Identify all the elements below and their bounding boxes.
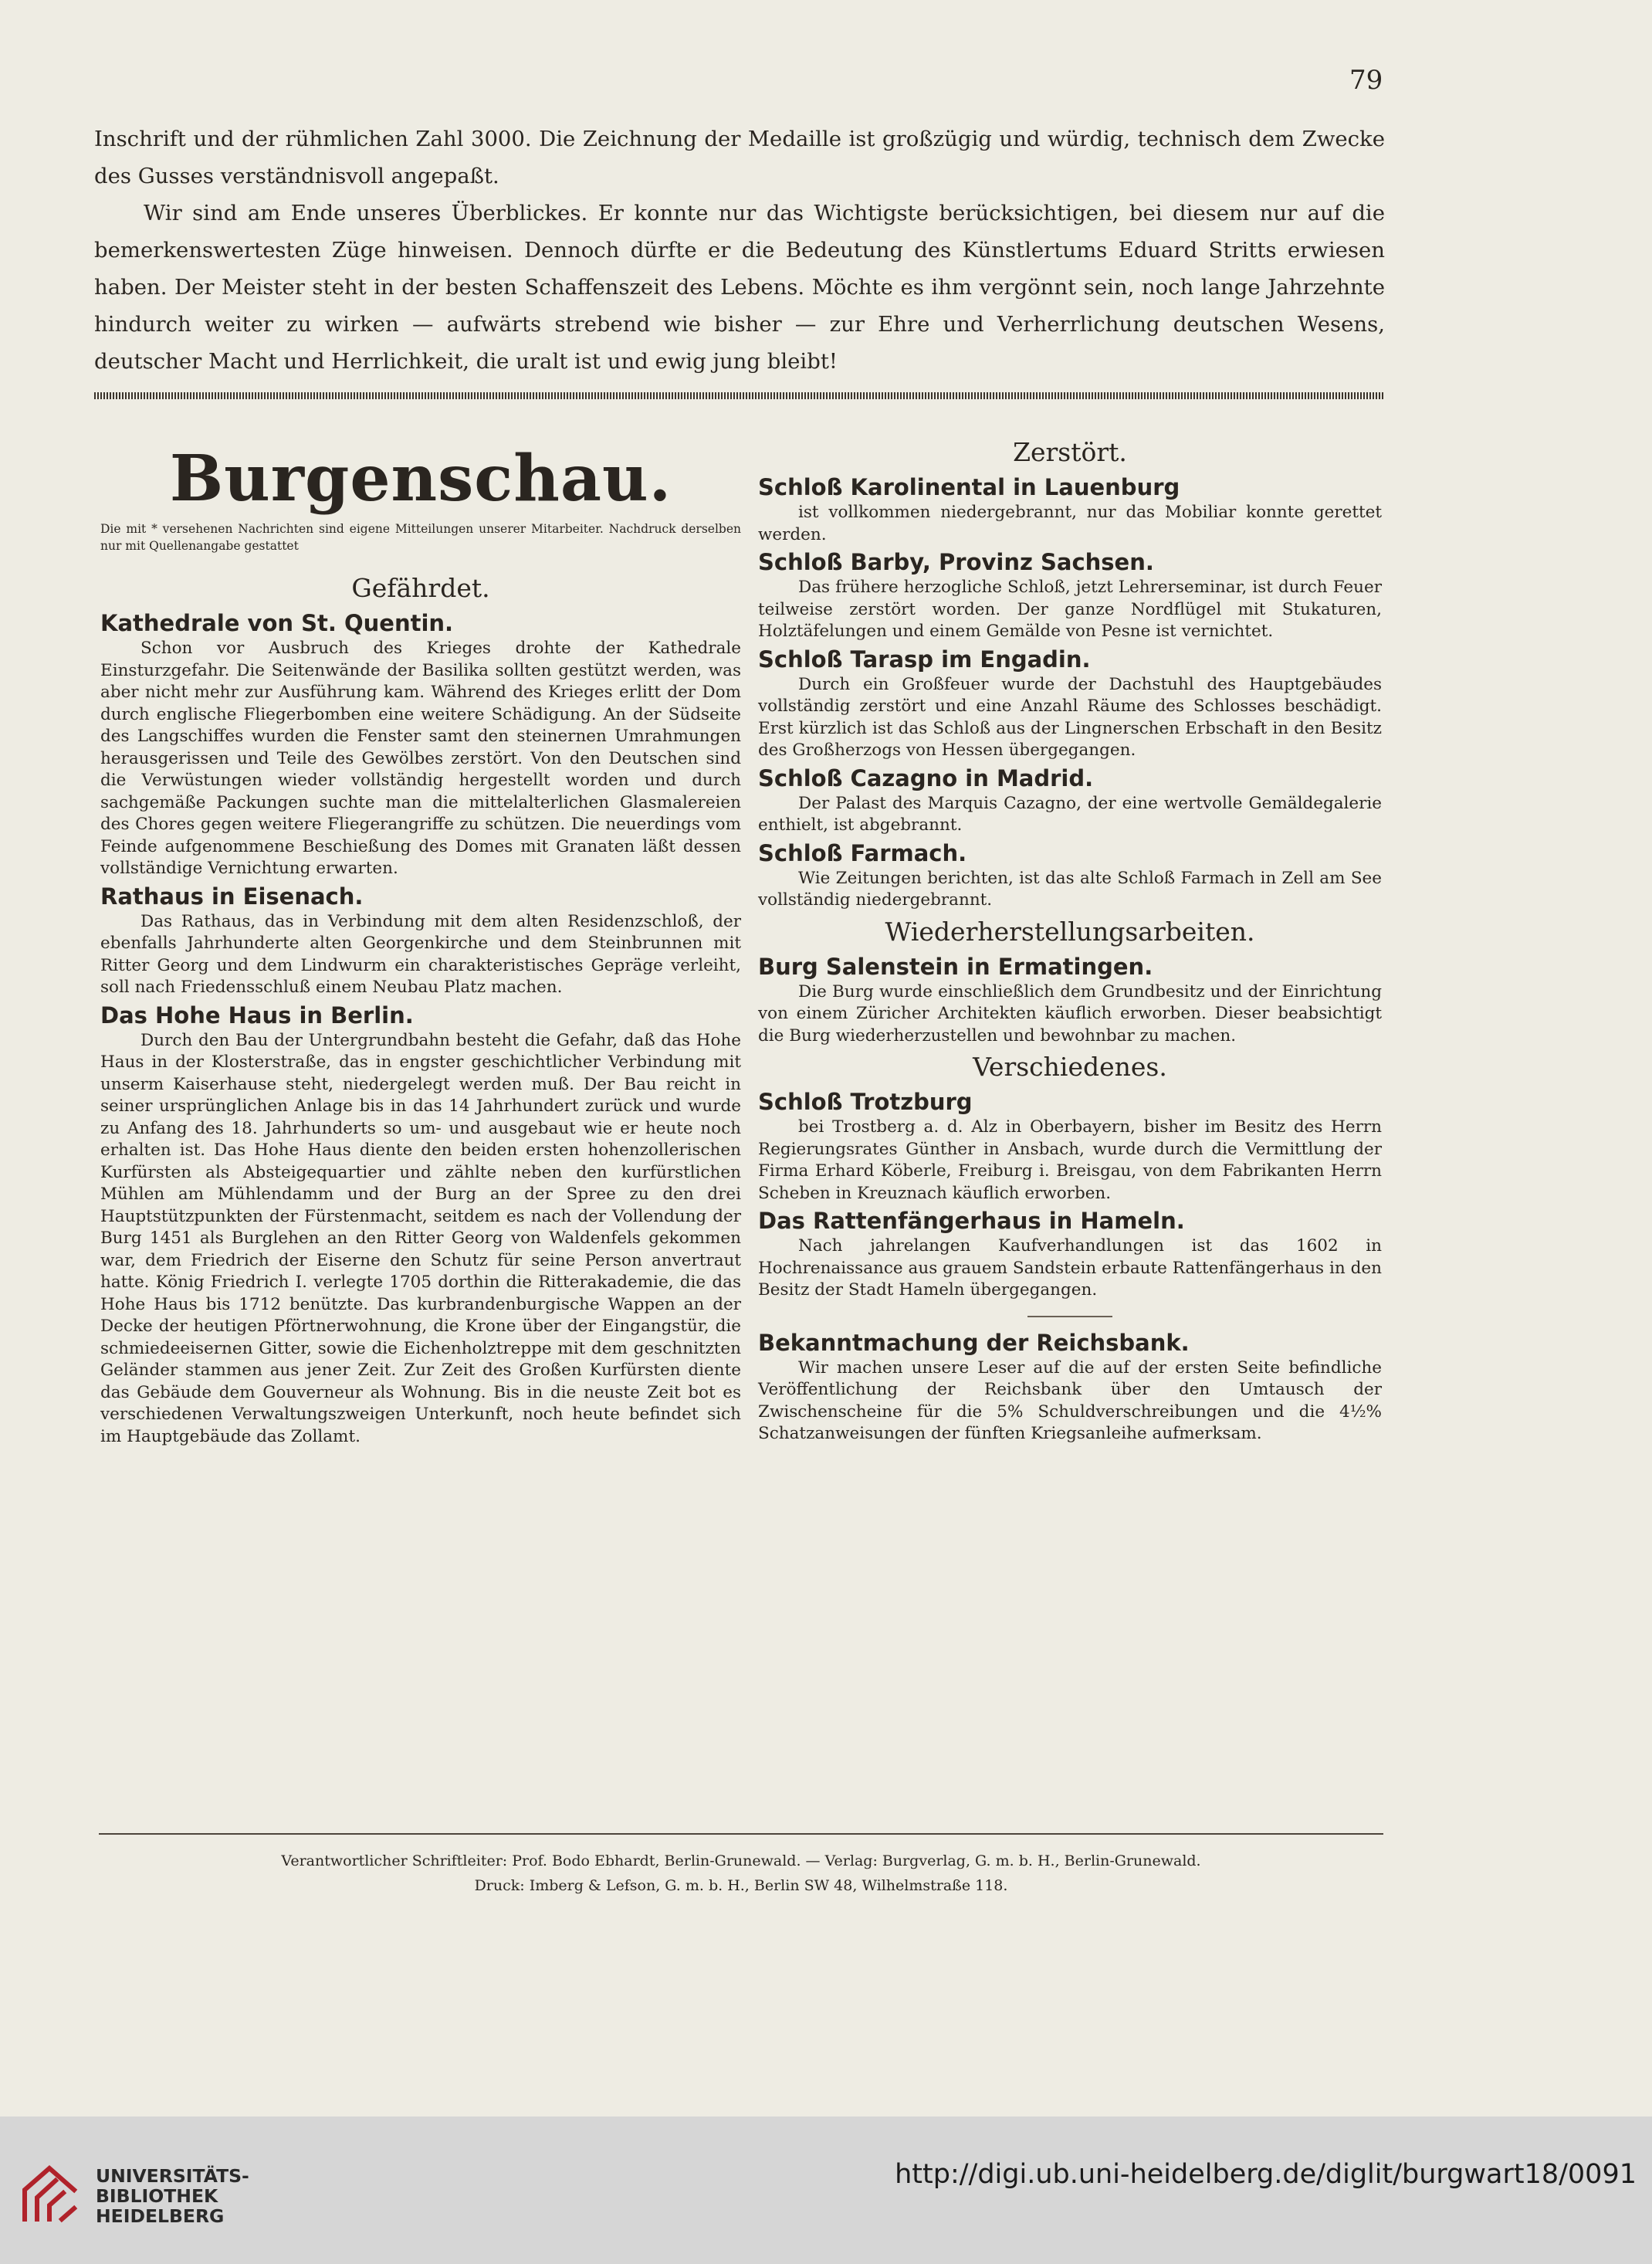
imprint-footer	[99, 1849, 1383, 1898]
imprint-line: Verantwortlicher Schriftleiter: Prof. Bodo Ebhardt, Berlin-Grunewald. — Verlag: Burgverlag, G. m. b. H., Berlin-Grunewald.	[281, 1852, 1201, 1869]
source-url-link[interactable]: http://digi.ub.uni-heidelberg.de/diglit/burgwart18/0091	[895, 2159, 1637, 2190]
library-name-line: BIBLIOTHEK	[96, 2185, 218, 2207]
short-divider	[1027, 1316, 1112, 1317]
left-column	[100, 432, 741, 1448]
article-text: Schon vor Ausbruch des Krieges drohte der Kathedrale Einsturzgefahr. Die Seitenwände der Basilika sollten gestützt werden, was aber nicht mehr zur Ausführung kam. Während des Krieges erlitt der Dom durch englische Fliegerbomben eine weitere Schädigung. An der Südseite des Langschiffes wurden die Fenster samt den steinernen Umrahmungen herausgerissen und Teile des Gewölbes zerstört. Von den Deutschen sind die Verwüstungen wieder vollständig hergestellt worden und durch sachgemäße Packungen suchte man die mittelalterlichen Glasmalereien des Chores gegen weitere Fliegerangriffe zu schützen. Die neuerdings vom Feinde aufgenommene Beschießung des Domes mit Granaten läßt dessen vollständige Vernichtung erwarten.	[100, 639, 741, 878]
section-heading: Zerstört.	[1013, 437, 1127, 467]
library-name-line: HEIDELBERG	[96, 2205, 225, 2227]
imprint-line: Druck: Imberg & Lefson, G. m. b. H., Berlin SW 48, Wilhelmstraße 118.	[474, 1877, 1008, 1894]
article-heading: Schloß Karolinental in Lauenburg	[758, 474, 1180, 500]
article-text: Der Palast des Marquis Cazagno, der eine wertvolle Gemäldegalerie enthielt, ist abgebrannt.	[758, 793, 1382, 835]
footer-rule	[99, 1833, 1383, 1835]
divider-rule	[94, 392, 1383, 399]
intro-paragraph: Inschrift und der rühmlichen Zahl 3000. Die Zeichnung der Medaille ist großzügig und würdig, technisch dem Zwecke des Gusses verständnisvoll angepaßt.	[94, 127, 1385, 188]
article-text: Wie Zeitungen berichten, ist das alte Schloß Farmach in Zell am See vollständig niedergebrannt.	[758, 868, 1382, 910]
article-text: Das frühere herzogliche Schloß, jetzt Lehrerseminar, ist durch Feuer teilweise zerstört worden. Der ganze Nordflügel mit Stukaturen, Holztäfelungen und einem Gemälde von Pesne ist vernichtet.	[758, 578, 1382, 641]
article-text: Durch den Bau der Untergrundbahn besteht die Gefahr, daß das Hohe Haus in der Klosterstraße, das in engster geschichtlicher Verbindung mit unserm Kaiserhause steht, niedergelegt werden muß. Der Bau reicht in seiner ursprünglichen Anlage bis in das 14 Jahrhundert zurück und wurde zu Anfang des 18. Jahrhunderts so um- und ausgebaut wie er heute noch erhalten ist. Das Hohe Haus diente den beiden ersten hohenzollerischen Kurfürsten als Absteigequartier und zählte neben den kurfürstlichen Mühlen am Mühlendamm und der Burg an der Spree zu den drei Hauptstützpunkten der Fürstenmacht, seitdem es nach der Vollendung der Burg 1451 als Burglehen an den Ritter Georg von Waldenfels gekommen war, dem Friedrich der Eiserne den Schutz für seine Person anvertraut hatte. König Friedrich I. verlegte 1705 dorthin die Ritterakademie, die das Hohe Haus bis 1712 benützte. Das kurbrandenburgische Wappen an der Decke der heutigen Pförtnerwohnung, die Krone über der Eingangstür, die schmiedeeisernen Gitter, sowie die Eichenholztreppe mit dem geschnitzten Geländer stammen aus jener Zeit. Zur Zeit des Großen Kurfürsten diente das Gebäude dem Gouverneur als Wohnung. Bis in die neuste Zeit bot es verschiedenen Verwaltungszweigen Unterkunft, noch heute befindet sich im Hauptgebäude das Zollamt.	[100, 1030, 741, 1446]
intro-paragraph: Wir sind am Ende unseres Überblickes. Er konnte nur das Wichtigste berücksichtigen, bei diesem nur auf die bemerkenswertesten Züge hinweisen. Dennoch dürfte er die Bedeutung des Künstlertums Eduard Stritts erwiesen haben. Der Meister steht in der besten Schaffenszeit des Lebens. Möchte es ihm vergönnt sein, noch lange Jahrzehnte hindurch weiter zu wirken — aufwärts strebend wie bisher — zur Ehre und Verherrlichung deutschen Wesens, deutscher Macht und Herrlichkeit, die uralt ist und ewig jung bleibt!	[94, 201, 1385, 374]
editorial-note: Die mit * versehenen Nachrichten sind eigene Mitteilungen unserer Mitarbeiter. Nachdruck derselben nur mit Quellenangabe gestattet	[100, 522, 741, 553]
article-heading: Kathedrale von St. Quentin.	[100, 610, 454, 636]
right-column	[758, 432, 1382, 1446]
article-heading: Bekanntmachung der Reichsbank.	[758, 1329, 1190, 1356]
intro-text	[94, 120, 1385, 380]
article-heading: Schloß Cazagno in Madrid.	[758, 764, 1094, 791]
masthead-title: Burgenschau.	[169, 442, 672, 516]
page-number: 79	[1349, 65, 1383, 96]
article-heading: Schloß Farmach.	[758, 839, 967, 866]
section-heading: Wiederherstellungsarbeiten.	[885, 916, 1255, 947]
article-heading: Schloß Tarasp im Engadin.	[758, 646, 1091, 673]
article-heading: Rathaus in Eisenach.	[100, 883, 364, 910]
article-text: bei Trostberg a. d. Alz in Oberbayern, bisher im Besitz des Herrn Regierungsrates Günther in Ansbach, wurde durch die Vermittlung der Firma Erhard Köberle, Freiburg i. Breisgau, von dem Fabrikanten Herrn Scheben in Kreuznach käuflich erworben.	[758, 1117, 1382, 1203]
university-library-logo-icon[interactable]	[14, 2159, 85, 2233]
article-text: ist vollkommen niedergebrannt, nur das Mobiliar konnte gerettet werden.	[758, 503, 1382, 544]
article-text: Die Burg wurde einschließlich dem Grundbesitz und der Einrichtung von einem Züricher Architekten käuflich erworben. Dieser beabsichtigt die Burg wiederherzustellen und bewohnbar zu machen.	[758, 981, 1382, 1046]
article-heading: Schloß Barby, Provinz Sachsen.	[758, 549, 1154, 575]
article-heading: Das Rattenfängerhaus in Hameln.	[758, 1208, 1185, 1234]
library-name	[96, 2166, 249, 2226]
article-heading: Das Hohe Haus in Berlin.	[100, 1002, 414, 1029]
section-heading: Gefährdet.	[351, 573, 490, 603]
article-heading: Schloß Trotzburg	[758, 1089, 973, 1115]
article-text: Das Rathaus, das in Verbindung mit dem alten Residenzschloß, der ebenfalls Jahrhunderte alten Georgenkirche und dem Steinbrunnen mit Ritter Georg und dem Lindwurm ein charakteristisches Gepräge verleiht, soll nach Friedensschluß einem Neubau Platz machen.	[100, 911, 741, 997]
article-text: Nach jahrelangen Kaufverhandlungen ist das 1602 in Hochrenaissance aus grauem Sandstein erbaute Rattenfängerhaus in den Besitz der Stadt Hameln übergegangen.	[758, 1236, 1382, 1300]
article-heading: Burg Salenstein in Ermatingen.	[758, 953, 1153, 980]
article-text: Wir machen unsere Leser auf die auf der ersten Seite befindliche Veröffentlichung der Reichsbank über den Umtausch der Zwischenscheine für die 5% Schuldverschreibungen und die 4½% Schatzanweisungen der fünften Kriegsanleihe aufmerksam.	[758, 1357, 1382, 1443]
section-heading: Verschiedenes.	[973, 1052, 1167, 1082]
article-text: Durch ein Großfeuer wurde der Dachstuhl des Hauptgebäudes vollständig zerstört und eine Anzahl Räume des Schlosses beschädigt. Erst kürzlich ist das Schloß aus der Lingnerschen Erbschaft in den Besitz des Großherzogs von Hessen übergegangen.	[758, 674, 1382, 760]
library-name-line: UNIVERSITÄTS-	[96, 2165, 249, 2187]
